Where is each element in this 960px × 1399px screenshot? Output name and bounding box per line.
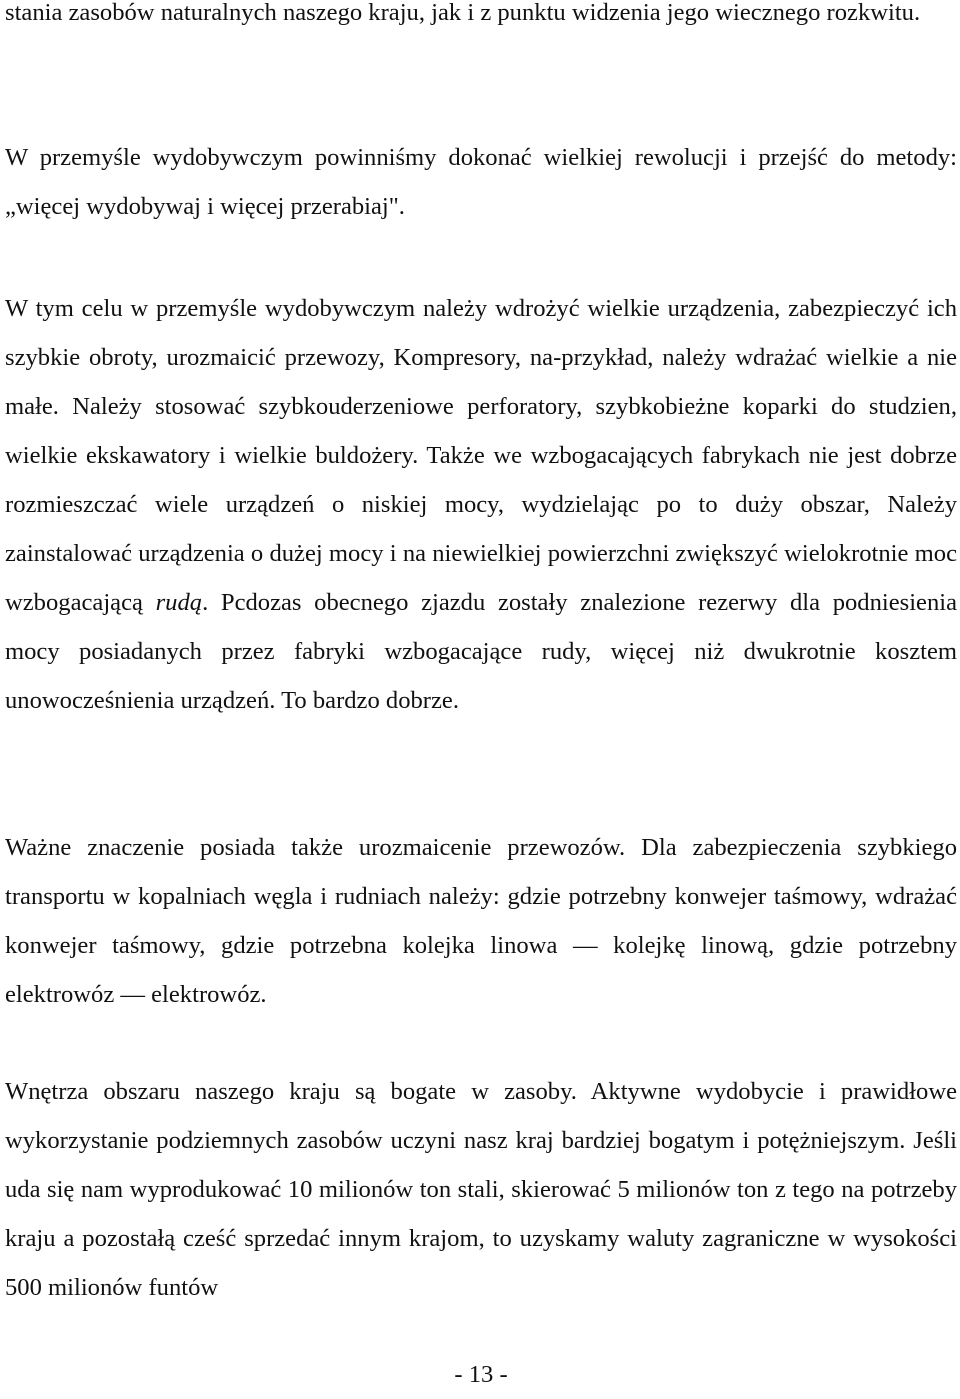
paragraph-4: Ważne znaczenie posiada także urozmaicenie przewozów. Dla zabezpieczenia szybkiego transportu w kopalniach węgla i rudniach należy: gdzie potrzebny konwejer taśmowy, wdrażać konwejer taśmowy, gdzie potrzebna kolejka linowa — kolejkę linową, gdzie potrzebny elektrowóz — elektrowóz. xyxy=(5,834,957,1008)
page-number: - 13 - xyxy=(454,1361,508,1388)
paragraph-3-italic-word: rudą xyxy=(155,589,203,616)
paragraph-3-text-start: W tym celu w przemyśle wydobywczym należy wdrożyć wielkie urządzenia, zabezpieczyć ich szybkie obroty, urozmaicić przewozy, Kompresory, na-przykład, należy wdrażać wielkie a nie małe. Należy stosować szybkouderzeniowe perforatory, szybkobieżne koparki do studzien, wielkie ekskawatory i wielkie buldożery. Także we wzbogacających fabrykach nie jest dobrze rozmieszczać wiele urządzeń o niskiej mocy, wydzielając po to duży obszar, Należy zainstalować urządzenia o dużej mocy i na niewielkiej powierzchni zwiększyć wielokrotnie moc wzbogacającą xyxy=(5,295,957,616)
paragraph-2: W przemyśle wydobywczym powinniśmy dokonać wielkiej rewolucji i przejść do metody: „więcej wydobywaj i więcej przerabiaj". xyxy=(5,144,957,220)
document-page xyxy=(5,0,958,1388)
paragraph-5: Wnętrza obszaru naszego kraju są bogate w zasoby. Aktywne wydobycie i prawidłowe wykorzystanie podziemnych zasobów uczyni nasz kraj bardziej bogatym i potężniejszym. Jeśli uda się nam wyprodukować 10 milionów ton stali, skierować 5 milionów ton z tego na potrzeby kraju a pozostałą cześć sprzedać innym krajom, to uzyskamy waluty zagraniczne w wysokości 500 milionów funtów xyxy=(5,1078,957,1301)
paragraph-3-text-end: . Pcdozas obecnego zjazdu zostały znalezione rezerwy dla podniesienia mocy posiadanych przez fabryki wzbogacające rudy, więcej niż dwukrotnie kosztem unowocześnienia urządzeń. To bardzo dobrze. xyxy=(5,589,958,714)
paragraph-1: stania zasobów naturalnych naszego kraju, jak i z punktu widzenia jego wiecznego rozkwitu. xyxy=(5,0,921,26)
paragraph-3 xyxy=(5,284,957,725)
